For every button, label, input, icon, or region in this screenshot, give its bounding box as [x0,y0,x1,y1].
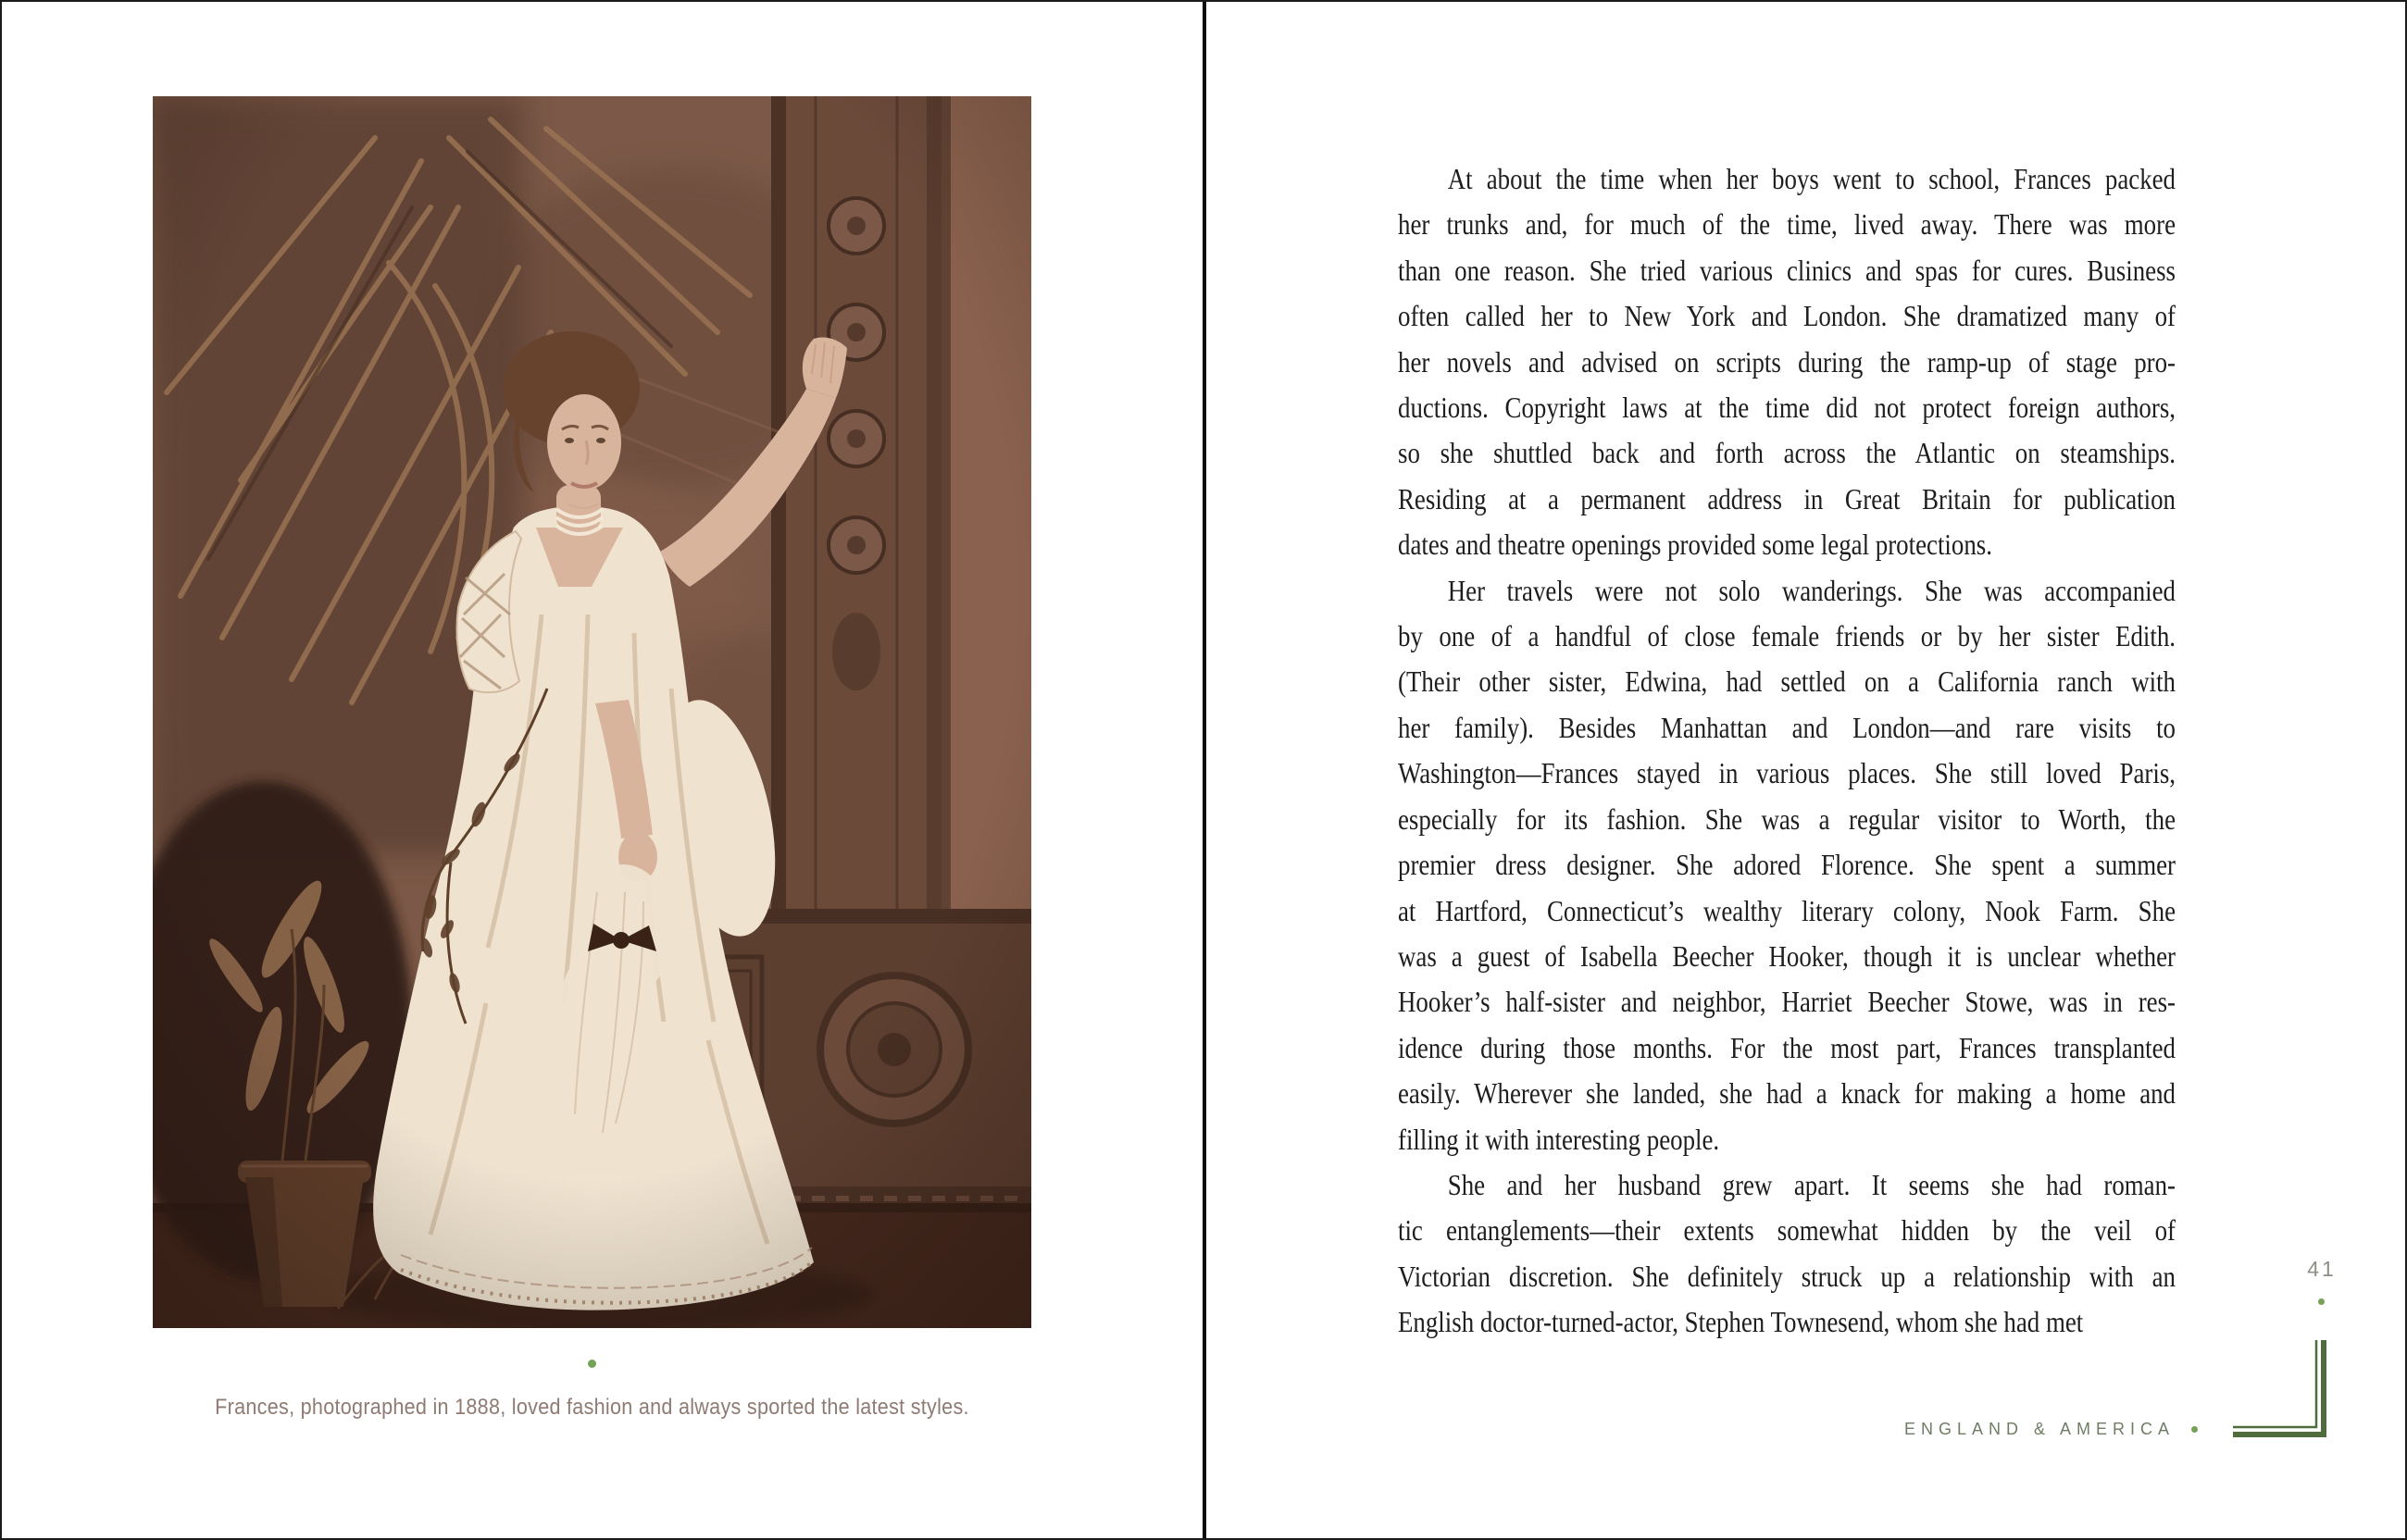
body-text-line: Her travels were not solo wanderings. She was accompanied [1447,573,2176,607]
body-text-line: English doctor-turned-actor, Stephen Townesend, whom she had met [1398,1305,2084,1339]
body-text-line: by one of a handful of close female friends or by her sister Edith. [1398,619,2176,653]
body-text-line: so she shuttled back and forth across the Atlantic on steamships. [1398,436,2176,470]
body-text-line: idence during those months. For the most part, Frances transplanted [1398,1030,2176,1064]
body-text-line: tic entanglements—their extents somewhat hidden by the veil of [1398,1213,2176,1248]
body-text-line: At about the time when her boys went to school, Frances packed [1447,162,2176,195]
portrait-photo [153,96,1031,1328]
page-number: 41 [2307,1257,2337,1281]
body-text-line: ductions. Copyright laws at the time did not protect foreign authors, [1398,391,2176,425]
body-text-line: premier dress designer. She adored Florence. She spent a summer [1398,848,2176,882]
caption-dot-icon [588,1360,596,1368]
body-text-line: her trunks and, for much of the time, lived away. There was more [1398,207,2176,242]
corner-rule-icon [2229,1336,2329,1440]
footer-label: ENGLAND & AMERICA [1903,1420,2175,1438]
running-footer [1668,1420,2198,1439]
body-text-line: especially for its fashion. She was a regular visitor to Worth, the [1398,801,2176,836]
body-text-line: at Hartford, Connecticut’s wealthy literary colony, Nook Farm. She [1398,893,2176,927]
footer-dot-icon [2191,1426,2198,1433]
body-text-line: than one reason. She tried various clinics and spas for cures. Business [1398,253,2176,287]
body-text-line: (Their other sister, Edwina, had settled on a California ranch with [1398,664,2176,699]
body-text-line: She and her husband grew apart. It seems she had roman- [1447,1167,2176,1201]
body-text-line: filling it with interesting people. [1398,1122,1720,1156]
body-text-line: Residing at a permanent address in Great Britain for publication [1398,481,2176,515]
body-text-line: her family). Besides Manhattan and London—and rare visits to [1398,710,2176,744]
page-number-dot-icon [2318,1298,2325,1305]
body-text-line: Victorian discretion. She definitely struck up a relationship with an [1398,1259,2176,1293]
page-gutter [1203,2,1206,1540]
body-text-line: dates and theatre openings provided some legal protections. [1398,528,1992,562]
body-text-line: Washington—Frances stayed in various places. She still loved Paris, [1398,756,2176,790]
body-text-line: easily. Wherever she landed, she had a knack for making a home and [1398,1076,2176,1111]
body-text [1398,156,2176,1346]
body-text-line: often called her to New York and London. She dramatized many of [1398,299,2176,333]
body-text-line: her novels and advised on scripts during the ramp-up of stage pro- [1398,344,2176,379]
portrait-figure [153,96,1031,1328]
body-text-line: Hooker’s half-sister and neighbor, Harriet Beecher Stowe, was in res- [1398,985,2176,1019]
body-text-line: was a guest of Isabella Beecher Hooker, though it is unclear whether [1398,938,2176,973]
photo-caption: Frances, photographed in 1888, loved fashion and always sported the latest styles. [215,1395,969,1420]
